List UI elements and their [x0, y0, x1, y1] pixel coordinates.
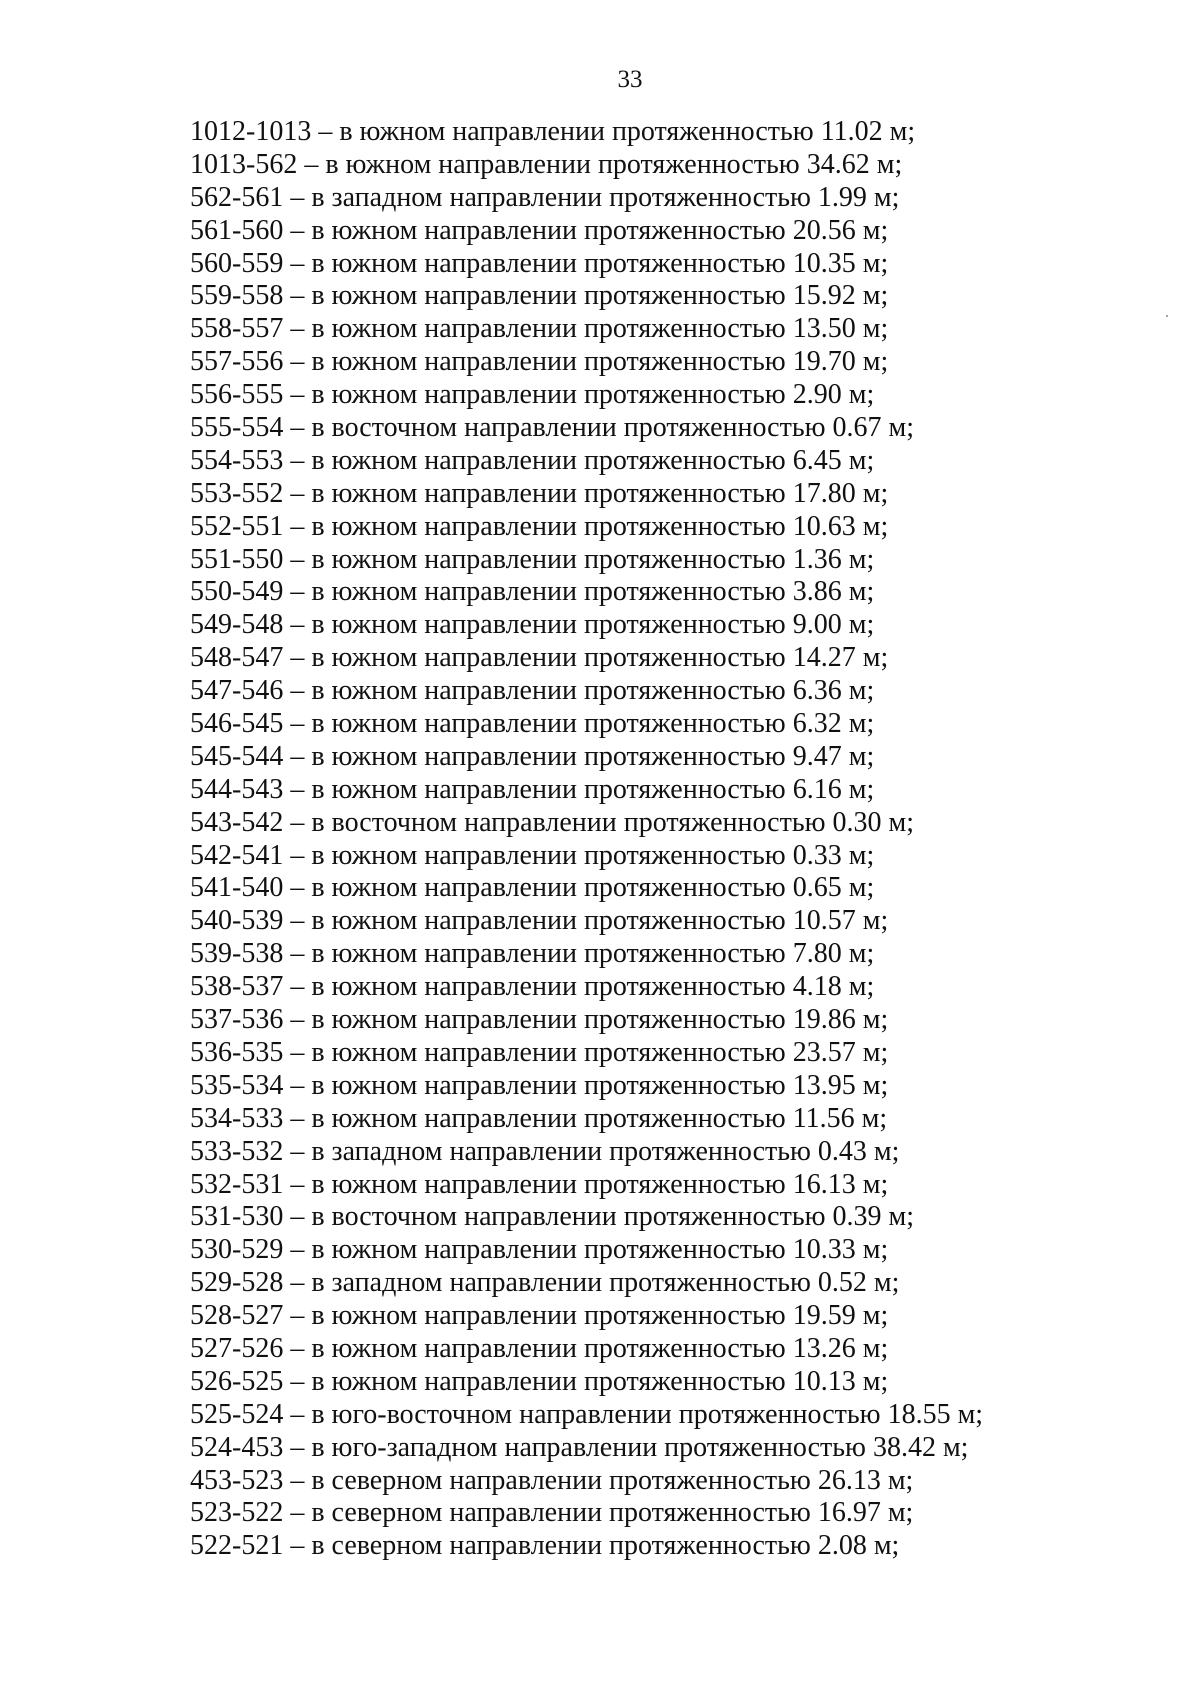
segment-line: 543-542 – в восточном направлении протяженностью 0.30 м; [190, 806, 915, 838]
segment-line: 522-521 – в северном направлении протяженностью 2.08 м; [190, 1530, 900, 1562]
segment-line: 535-534 – в южном направлении протяженностью 13.95 м; [190, 1069, 889, 1101]
segment-line: 532-531 – в южном направлении протяженностью 16.13 м; [190, 1168, 889, 1200]
segment-line: 453-523 – в северном направлении протяженностью 26.13 м; [190, 1464, 914, 1496]
segment-line: 547-546 – в южном направлении протяженностью 6.36 м; [190, 675, 875, 707]
segment-line: 551-550 – в южном направлении протяженностью 1.36 м; [190, 543, 875, 575]
segment-line: 527-526 – в южном направлении протяженностью 13.26 м; [190, 1332, 889, 1364]
segment-line: 538-537 – в южном направлении протяженностью 4.18 м; [190, 971, 875, 1003]
segment-line: 548-547 – в южном направлении протяженностью 14.27 м; [190, 642, 889, 674]
segment-line: 554-553 – в южном направлении протяженностью 6.45 м; [190, 444, 875, 476]
segment-line: 536-535 – в южном направлении протяженностью 23.57 м; [190, 1036, 889, 1068]
segment-line: 537-536 – в южном направлении протяженностью 19.86 м; [190, 1004, 889, 1036]
segment-line: 557-556 – в южном направлении протяженностью 19.70 м; [190, 346, 889, 378]
segment-line: 555-554 – в восточном направлении протяженностью 0.67 м; [190, 412, 915, 444]
segment-line: 526-525 – в южном направлении протяженностью 10.13 м; [190, 1365, 889, 1397]
segment-line: 540-539 – в южном направлении протяженностью 10.57 м; [190, 905, 889, 937]
segment-line: 558-557 – в южном направлении протяженностью 13.50 м; [190, 313, 889, 345]
segment-line: 550-549 – в южном направлении протяженностью 3.86 м; [190, 576, 875, 608]
segment-line: 544-543 – в южном направлении протяженностью 6.16 м; [190, 773, 875, 805]
segment-line: 539-538 – в южном направлении протяженностью 7.80 м; [190, 938, 875, 970]
segment-line: 524-453 – в юго-западном направлении протяженностью 38.42 м; [190, 1431, 969, 1463]
segment-line: 560-559 – в южном направлении протяженностью 10.35 м; [190, 247, 889, 279]
segment-line: 561-560 – в южном направлении протяженностью 20.56 м; [190, 214, 889, 246]
segment-line: 562-561 – в западном направлении протяженностью 1.99 м; [190, 181, 900, 213]
boundary-segment-list [190, 116, 1160, 1563]
segment-line: 533-532 – в западном направлении протяженностью 0.43 м; [190, 1135, 900, 1167]
segment-line: 529-528 – в западном направлении протяженностью 0.52 м; [190, 1267, 900, 1299]
segment-line: 542-541 – в южном направлении протяженностью 0.33 м; [190, 839, 875, 871]
page-number: 33 [617, 66, 643, 93]
segment-line: 553-552 – в южном направлении протяженностью 17.80 м; [190, 477, 889, 509]
segment-line: 525-524 – в юго-восточном направлении протяженностью 18.55 м; [190, 1398, 984, 1430]
segment-line: 546-545 – в южном направлении протяженностью 6.32 м; [190, 708, 875, 740]
segment-line: 1012-1013 – в южном направлении протяженностью 11.02 м; [190, 116, 916, 147]
segment-line: 545-544 – в южном направлении протяженностью 9.47 м; [190, 740, 875, 772]
segment-line: 531-530 – в восточном направлении протяженностью 0.39 м; [190, 1201, 915, 1233]
segment-line: 528-527 – в южном направлении протяженностью 19.59 м; [190, 1300, 889, 1332]
segment-line: 530-529 – в южном направлении протяженностью 10.33 м; [190, 1234, 889, 1266]
segment-line: 549-548 – в южном направлении протяженностью 9.00 м; [190, 609, 875, 641]
segment-line: 1013-562 – в южном направлении протяженностью 34.62 м; [190, 148, 903, 180]
segment-line: 559-558 – в южном направлении протяженностью 15.92 м; [190, 280, 889, 312]
segment-line: 556-555 – в южном направлении протяженностью 2.90 м; [190, 379, 875, 411]
scan-speck [1166, 315, 1168, 317]
segment-line: 534-533 – в южном направлении протяженностью 11.56 м; [190, 1102, 888, 1134]
segment-line: 552-551 – в южном направлении протяженностью 10.63 м; [190, 510, 889, 542]
segment-line: 523-522 – в северном направлении протяженностью 16.97 м; [190, 1497, 914, 1529]
segment-line: 541-540 – в южном направлении протяженностью 0.65 м; [190, 872, 875, 904]
